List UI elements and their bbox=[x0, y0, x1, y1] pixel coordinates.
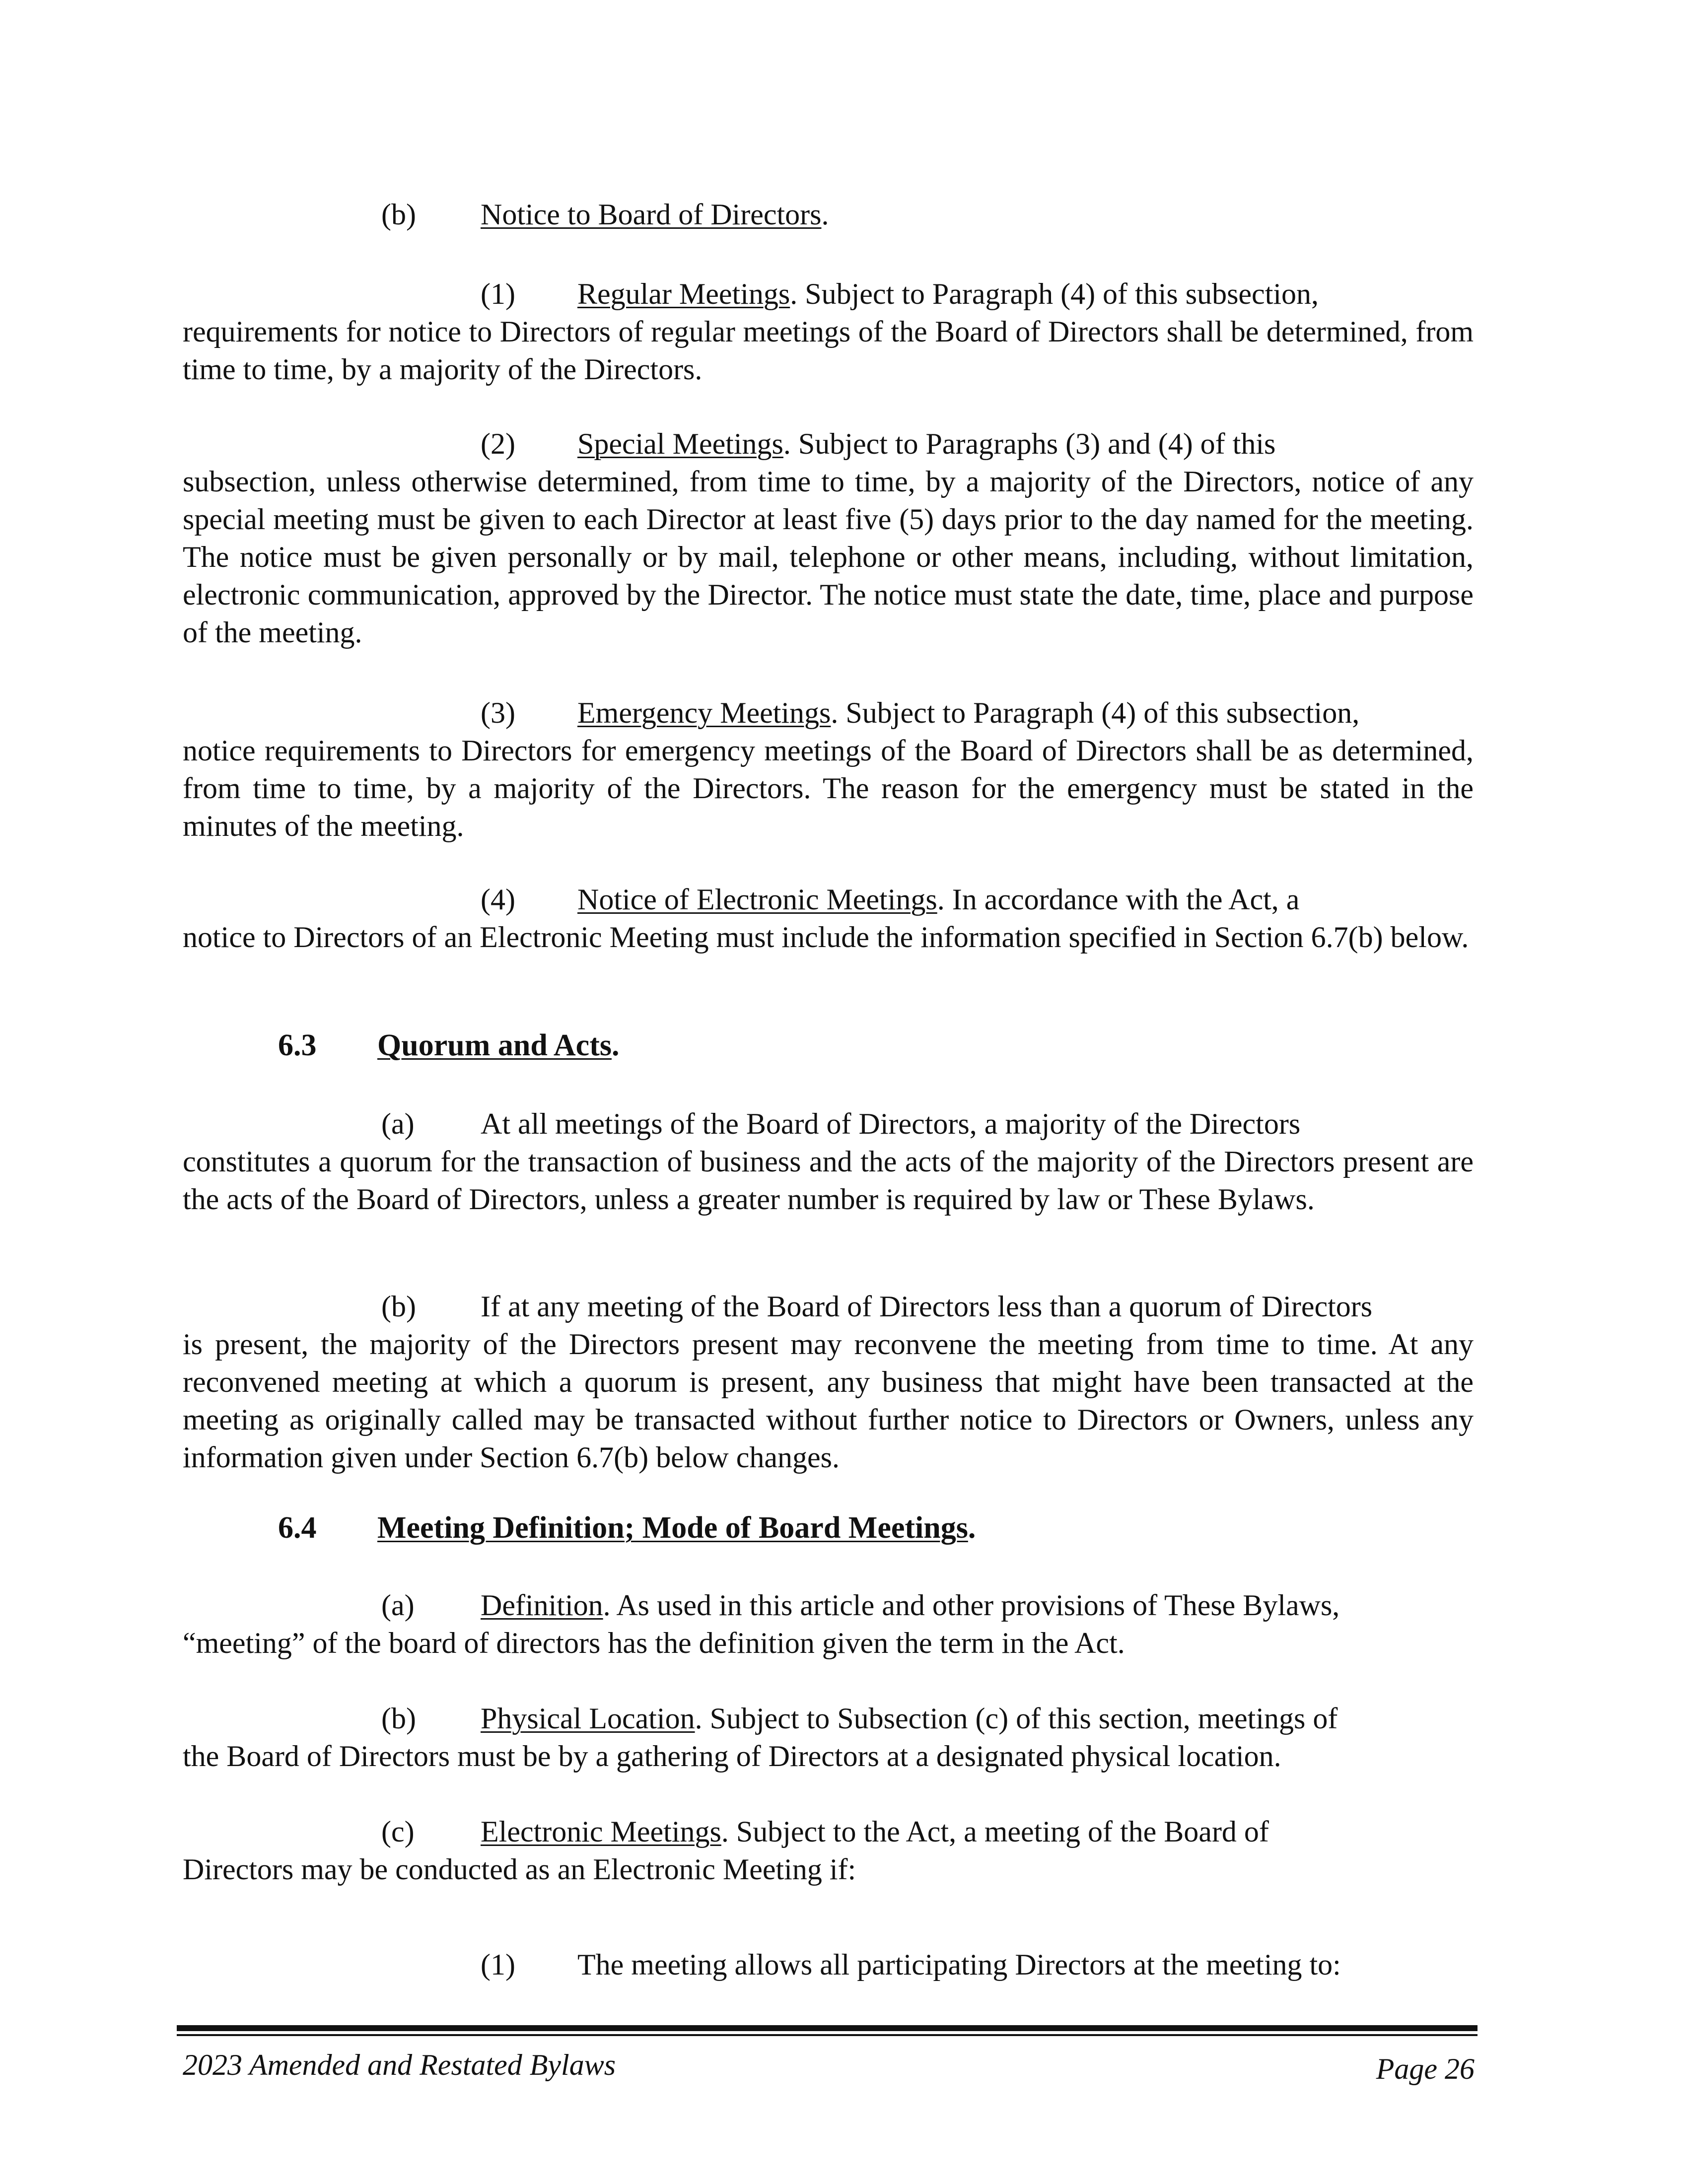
subsection-label: (b) bbox=[381, 1290, 416, 1323]
subsection-body: the Board of Directors must be by a gathering of Directors at a designated physical location. bbox=[183, 1740, 1281, 1773]
paragraph-line1: . In accordance with the Act, a bbox=[937, 883, 1300, 916]
subsection-title: Notice to Board of Directors bbox=[481, 198, 822, 231]
footer-rule-thick bbox=[177, 2025, 1477, 2031]
paragraph-emergency-meetings bbox=[183, 694, 1474, 845]
subsection-label: (a) bbox=[381, 1589, 415, 1622]
subsection-body: “meeting” of the board of directors has the definition given the term in the Act. bbox=[183, 1627, 1125, 1659]
paragraph-regular-meetings bbox=[183, 275, 1474, 388]
footer-page-number: Page 26 bbox=[1376, 2052, 1475, 2085]
paragraph-title: Special Meetings bbox=[577, 427, 783, 460]
section-number: 6.3 bbox=[278, 1028, 317, 1062]
subsection-line1: . As used in this article and other provisions of These Bylaws, bbox=[603, 1589, 1340, 1622]
subsection-line1: At all meetings of the Board of Directors, a majority of the Directors bbox=[481, 1107, 1301, 1140]
footer-rule-thin bbox=[177, 2034, 1477, 2036]
subsection-label: (c) bbox=[381, 1815, 415, 1848]
paragraph-label: (2) bbox=[481, 427, 515, 460]
subsection-body: Directors may be conducted as an Electronic Meeting if: bbox=[183, 1853, 856, 1886]
paragraph-notice-electronic-meetings bbox=[183, 881, 1474, 956]
section-6-3-b bbox=[183, 1288, 1474, 1476]
section-title: Quorum and Acts bbox=[377, 1028, 612, 1062]
section-heading-6-3: 6.3 Quorum and Acts. bbox=[278, 1026, 1172, 1066]
paragraph-line1: . Subject to Paragraph (4) of this subsection, bbox=[831, 696, 1360, 729]
section-6-4-b bbox=[183, 1700, 1474, 1775]
subsection-label: (a) bbox=[381, 1107, 415, 1140]
paragraph-line1: . Subject to Paragraph (4) of this subsection, bbox=[790, 277, 1319, 310]
section-title: Meeting Definition; Mode of Board Meetings bbox=[377, 1511, 968, 1545]
subsection-line1: If at any meeting of the Board of Directors less than a quorum of Directors bbox=[481, 1290, 1373, 1323]
section-6-3-a bbox=[183, 1105, 1474, 1218]
footer-document-title: 2023 Amended and Restated Bylaws bbox=[183, 2048, 616, 2081]
paragraph-line1: . Subject to Paragraphs (3) and (4) of this bbox=[783, 427, 1276, 460]
subsection-label: (b) bbox=[381, 1702, 416, 1735]
subsection-title: Electronic Meetings bbox=[481, 1815, 721, 1848]
paragraph-label: (4) bbox=[481, 883, 515, 916]
subsection-title: Physical Location bbox=[481, 1702, 695, 1735]
paragraph-special-meetings bbox=[183, 425, 1474, 651]
paragraph-title: Notice of Electronic Meetings bbox=[577, 883, 937, 916]
paragraph-label: (1) bbox=[481, 1948, 515, 1981]
paragraph-body: notice requirements to Directors for emergency meetings of the Board of Directors shall be as determined, from time to time, by a majority of the Directors. The reason for the emergency must be stated in the minutes of the meeting. bbox=[183, 734, 1474, 842]
section-6-4-c bbox=[183, 1813, 1474, 1888]
subsection-body: is present, the majority of the Directors present may reconvene the meeting from time to time. At any reconvened meeting at which a quorum is present, any business that might have been transacted at the meeting as originally called may be transacted without further notice to Directors or Owners, unless any information given under Section 6.7(b) below changes. bbox=[183, 1328, 1474, 1474]
subsection-title: Definition bbox=[481, 1589, 603, 1622]
paragraph-title: Emergency Meetings bbox=[577, 696, 831, 729]
paragraph-label: (3) bbox=[481, 696, 515, 729]
section-number: 6.4 bbox=[278, 1511, 317, 1545]
section-6-4-a bbox=[183, 1586, 1474, 1662]
subsection-body: constitutes a quorum for the transaction of business and the acts of the majority of the Directors present are the acts of the Board of Directors, unless a greater number is required by law or These Bylaws. bbox=[183, 1145, 1474, 1216]
subsection-line1: . Subject to the Act, a meeting of the Board of bbox=[721, 1815, 1269, 1848]
paragraph-body: notice to Directors of an Electronic Meeting must include the information specified in Section 6.7(b) below. bbox=[183, 921, 1469, 954]
paragraph-title: Regular Meetings bbox=[577, 277, 790, 310]
section-heading-6-4: 6.4 Meeting Definition; Mode of Board Meetings. bbox=[278, 1509, 1271, 1549]
paragraph-text: The meeting allows all participating Directors at the meeting to: bbox=[577, 1948, 1341, 1981]
subsection-b-notice: (b) Notice to Board of Directors. bbox=[183, 196, 1474, 233]
paragraph-body: subsection, unless otherwise determined, from time to time, by a majority of the Directors, notice of any special meeting must be given to each Director at least five (5) days prior to the day named for the meeting. The notice must be given personally or by mail, telephone or other means, including, without limitation, electronic communication, approved by the Director. The notice must state the date, time, place and purpose of the meeting. bbox=[183, 465, 1474, 649]
subsection-line1: . Subject to Subsection (c) of this section, meetings of bbox=[695, 1702, 1338, 1735]
section-6-4-c-1 bbox=[183, 1946, 1474, 1983]
paragraph-label: (1) bbox=[481, 277, 515, 310]
subsection-label: (b) bbox=[381, 198, 416, 231]
paragraph-body: requirements for notice to Directors of regular meetings of the Board of Directors shall be determined, from time to time, by a majority of the Directors. bbox=[183, 315, 1474, 386]
